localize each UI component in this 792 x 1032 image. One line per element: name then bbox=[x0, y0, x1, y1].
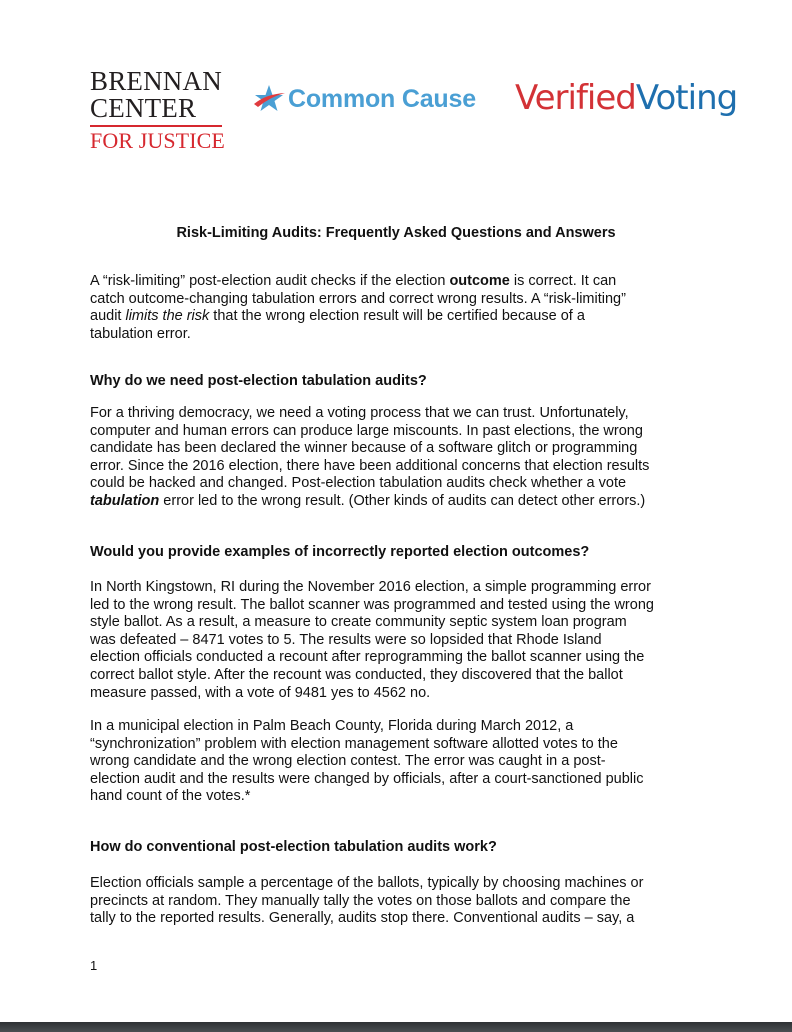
section-paragraph-palm-beach bbox=[90, 718, 720, 806]
paragraph-line: could be hacked and changed. Post-election tabulation audits check whether a vote bbox=[90, 475, 627, 492]
paragraph-line: precincts at random. They manually tally the votes on those ballots and compare the bbox=[90, 892, 631, 909]
star-swoosh-icon bbox=[252, 84, 286, 114]
bold-italic-tabulation: tabulation bbox=[90, 492, 160, 509]
paragraph-line: was defeated – 8471 votes to 5. The results were so lopsided that Rhode Island bbox=[90, 631, 602, 648]
section-paragraph-north-kingstown bbox=[90, 579, 720, 702]
paragraph-line: wrong candidate and the wrong election contest. The error was caught in a post- bbox=[90, 753, 606, 770]
section-paragraph-why-audits bbox=[90, 405, 720, 511]
paragraph-line: For a thriving democracy, we need a voting process that we can trust. Unfortunately, bbox=[90, 405, 629, 421]
page-title: Risk-Limiting Audits: Frequently Asked Questions and Answers bbox=[176, 225, 616, 241]
common-cause-logo bbox=[252, 84, 476, 114]
common-cause-logo-text: Common Cause bbox=[288, 84, 476, 113]
paragraph-line: error led to the wrong result. (Other kinds of audits can detect other errors.) bbox=[159, 492, 646, 509]
intro-text: that the wrong election result will be certified because of a bbox=[209, 308, 585, 325]
paragraph-line: In a municipal election in Palm Beach County, Florida during March 2012, a bbox=[90, 718, 574, 734]
verified-voting-logo-part1: Verified bbox=[515, 78, 636, 118]
brennan-logo-line1: BRENNAN bbox=[90, 66, 222, 96]
brennan-logo-rule bbox=[90, 125, 222, 127]
brennan-logo-line2: CENTER bbox=[90, 93, 197, 123]
paragraph-line: election officials conducted a recount after reprogramming the ballot scanner using the bbox=[90, 649, 645, 666]
verified-voting-logo bbox=[515, 78, 737, 118]
section-heading-conventional-audits: How do conventional post-election tabulation audits work? bbox=[90, 839, 497, 855]
intro-text: A “risk-limiting” post-election audit checks if the election bbox=[90, 273, 450, 289]
intro-italic-limits-the-risk: limits the risk bbox=[125, 308, 210, 325]
paragraph-line: candidate has been declared the winner because of a software glitch or programming bbox=[90, 440, 638, 457]
paragraph-line: measure passed, with a vote of 9481 yes to 4562 no. bbox=[90, 684, 431, 701]
paragraph-line: error. Since the 2016 election, there have been additional concerns that election results bbox=[90, 457, 650, 474]
section-heading-examples: Would you provide examples of incorrectly reported election outcomes? bbox=[90, 544, 590, 560]
intro-text: audit bbox=[90, 308, 126, 325]
intro-text: is correct. It can bbox=[509, 273, 617, 289]
page-number: 1 bbox=[90, 958, 98, 973]
intro-text: tabulation error. bbox=[90, 325, 191, 342]
verified-voting-logo-part2: Voting bbox=[635, 78, 738, 118]
paragraph-line: “synchronization” problem with election management software allotted votes to the bbox=[90, 735, 618, 752]
brennan-center-logo bbox=[90, 68, 230, 152]
viewer-bottom-bar bbox=[0, 1022, 792, 1032]
paragraph-line: Election officials sample a percentage of the ballots, typically by choosing machines or bbox=[90, 875, 644, 891]
paragraph-line: computer and human errors can produce large miscounts. In past elections, the wrong bbox=[90, 422, 643, 439]
brennan-logo-line3: FOR JUSTICE bbox=[90, 128, 225, 153]
section-paragraph-conventional-audits bbox=[90, 875, 720, 928]
paragraph-line: led to the wrong result. The ballot scanner was programmed and tested using the wrong bbox=[90, 596, 654, 613]
intro-paragraph bbox=[90, 273, 720, 343]
intro-bold-outcome: outcome bbox=[449, 273, 510, 289]
paragraph-line: hand count of the votes.* bbox=[90, 788, 251, 805]
paragraph-line: style ballot. As a result, a measure to create community septic system loan program bbox=[90, 614, 627, 631]
paragraph-line: In North Kingstown, RI during the November 2016 election, a simple programming error bbox=[90, 579, 651, 595]
section-heading-why-audits: Why do we need post-election tabulation audits? bbox=[90, 373, 427, 389]
paragraph-line: correct ballot style. After the recount was conducted, they discovered that the ballot bbox=[90, 666, 623, 683]
paragraph-line: tally to the reported results. Generally, audits stop there. Conventional audits – say, a bbox=[90, 910, 635, 927]
intro-text: catch outcome-changing tabulation errors and correct wrong results. A “risk-limiting” bbox=[90, 290, 626, 307]
paragraph-line: election audit and the results were changed by officials, after a court-sanctioned public bbox=[90, 770, 644, 787]
